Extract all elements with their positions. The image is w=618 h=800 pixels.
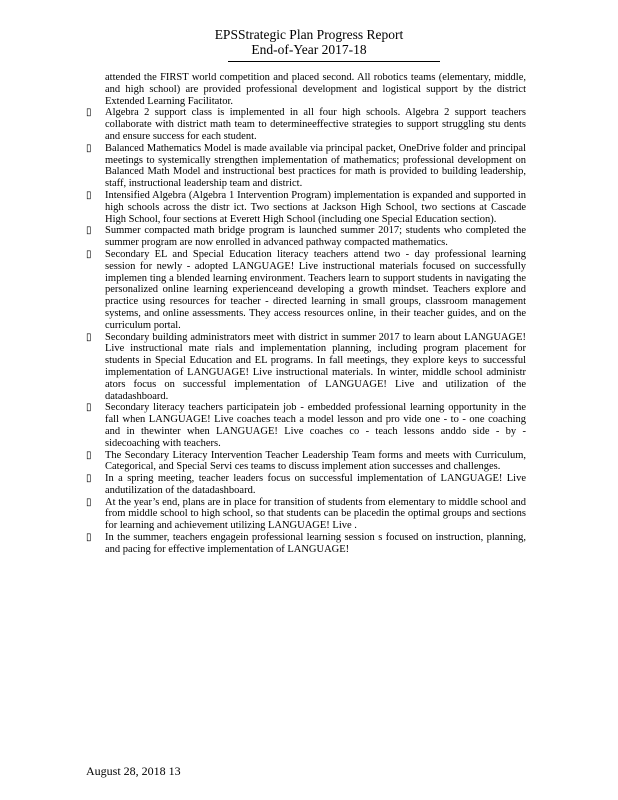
bullet-box-icon: ▯ <box>86 189 92 201</box>
list-item <box>86 497 526 532</box>
title-underline <box>228 61 440 62</box>
list-item <box>86 190 526 225</box>
list-item-text: Summer compacted math bridge program is launched summer 2017; students who completed the summer program are now enrolled in advanced pathway compacted mathematics. <box>105 225 526 249</box>
bullet-box-icon: ▯ <box>86 331 92 343</box>
bullet-box-icon: ▯ <box>86 225 92 237</box>
list-item <box>86 402 526 449</box>
report-body <box>86 72 526 556</box>
list-item-text: In the summer, teachers engagein professional learning session s focused on instruction, planning, and pacing for effective implementation of LANGUAGE! <box>105 532 526 555</box>
list-item-text: Secondary EL and Special Education literacy teachers attend two - day professional learning session for newly - adopted LANGUAGE! Live instructional materials focused on successfully implemen ting a blended learning environment. Teachers learn to support students in navigating the personalized online learning experienceand developing a growth mindset. Teachers explore and practice using resources for teacher - directed learning in small groups, classroom management systems, and online assessments. They access resources online, in their teacher guides, and on the curriculum portal. <box>105 248 526 331</box>
list-item-text: In a spring meeting, teacher leaders focus on successful implementation of LANGUAGE! Live andutilization of the datadashboard. <box>105 473 526 496</box>
report-subtitle: End-of-Year 2017-18 <box>251 42 367 57</box>
list-item-text: Secondary building administrators meet with district in summer 2017 to learn about LANGUAGE! Live instructional mate rials and implementation planning, including program placement for students in Special Education and EL programs. In fall meetings, they explore keys to successful implementation of LANGUAGE! Live instructional materials. In winter, middle school administr ators focus on successful implementation of LANGUAGE! Live and utilization of the datadashboard. <box>105 331 526 402</box>
bullet-box-icon: ▯ <box>86 449 92 461</box>
bullet-box-icon: ▯ <box>86 142 92 154</box>
bullet-box-icon: ▯ <box>86 402 92 414</box>
list-item <box>86 332 526 403</box>
list-item-text: The Secondary Literacy Intervention Teacher Leadership Team forms and meets with Curriculum, Categorical, and Special Servi ces teams to discuss implement ation successes and challenges. <box>105 449 526 473</box>
list-item-text: Intensified Algebra (Algebra 1 Intervention Program) implementation is expanded and supported in high schools across the distr ict. Two sections at Jackson High School, two sections at Cascade High School, four sections at Everett High School (including one Special Education section). <box>105 189 526 225</box>
bullet-box-icon: ▯ <box>86 107 92 119</box>
list-item-text: Secondary literacy teachers participatein job - embedded professional learning opportunity in the fall when LANGUAGE! Live coaches teach a model lesson and pro vide one - to - one coaching and in thewinter when LANGUAGE! Live coaches co - teach lessons anddo side - by - sidecoaching with teachers. <box>105 402 526 449</box>
list-item-text: Balanced Mathematics Model is made available via principal packet, OneDrive folder and principal meetings to systemically strengthen implementation of mathematics; professional development on Balanced Math Model and instructional best practices for math is provided to building leadership, staff, instructional leadership team and district. <box>105 142 526 190</box>
list-item <box>86 225 526 249</box>
list-item <box>86 143 526 190</box>
list-item <box>86 249 526 332</box>
bullet-box-icon: ▯ <box>86 532 92 544</box>
list-item <box>86 107 526 142</box>
list-item <box>86 450 526 474</box>
bullet-box-icon: ▯ <box>86 496 92 508</box>
list-item <box>86 473 526 497</box>
list-item-text: At the year’s end, plans are in place for transition of students from elementary to middle school and from middle school to high school, so that students can be placedin the optimal groups and sections for learning and achievement utilizing LANGUAGE! Live . <box>105 496 526 532</box>
continuation-paragraph: attended the FIRST world competition and placed second. All robotics teams (elementary, middle, and high school) are provided professional development and logistical support by the district Extended Learning Facilitator. <box>105 72 526 107</box>
page-footer-date: August 28, 2018 13 <box>86 764 181 778</box>
report-title: EPSStrategic Plan Progress Report <box>214 27 404 42</box>
list-item-text: Algebra 2 support class is implemented in all four high schools. Algebra 2 support teachers collaborate with district math team to determineeffective strategies to support struggling stu dents and ensure success for each student. <box>105 107 526 142</box>
bullet-box-icon: ▯ <box>86 473 92 485</box>
bullet-box-icon: ▯ <box>86 248 92 260</box>
list-item <box>86 532 526 556</box>
